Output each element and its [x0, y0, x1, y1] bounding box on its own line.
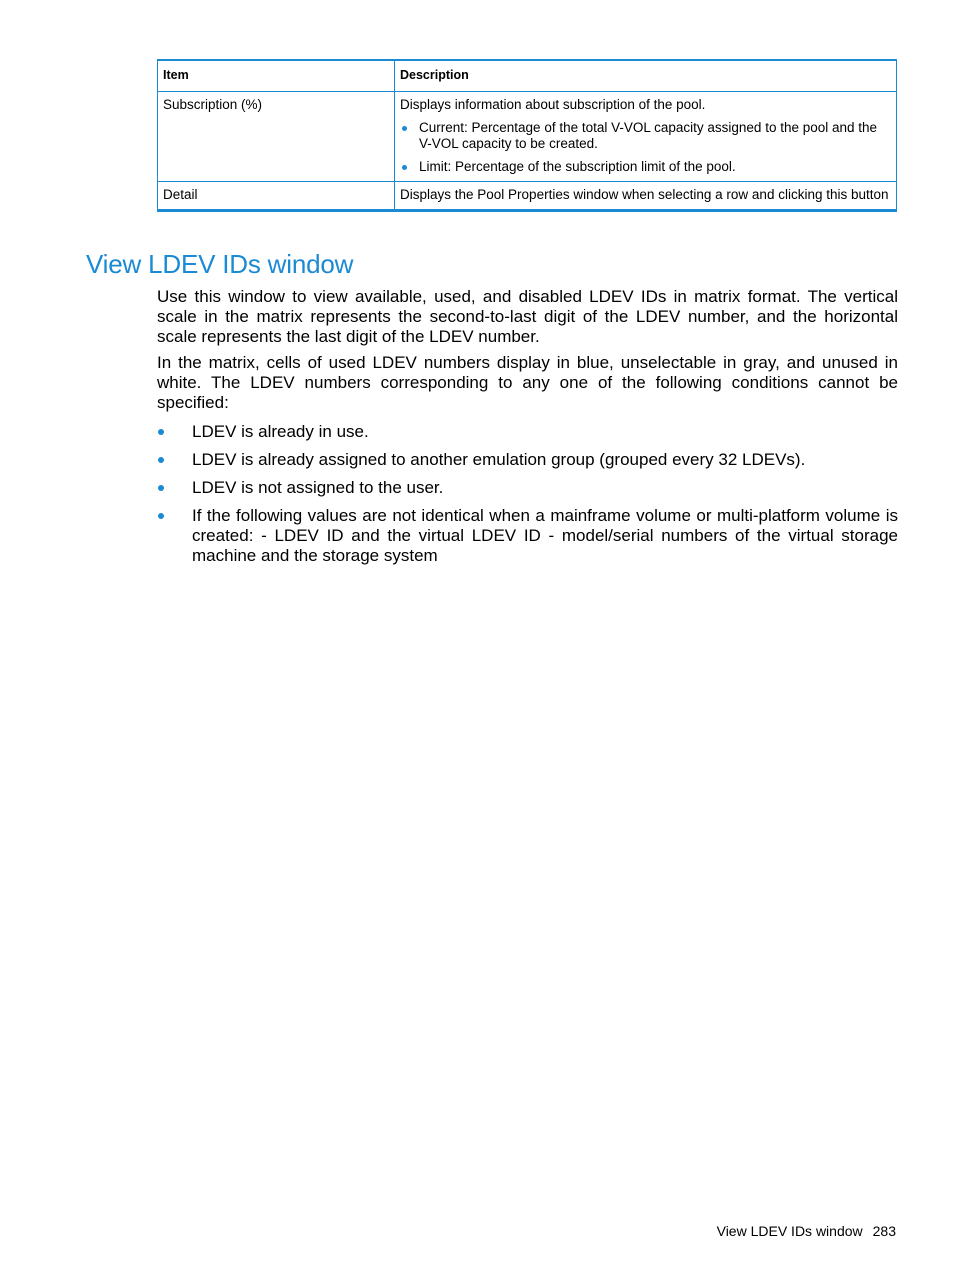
row-item: Detail	[158, 182, 395, 211]
properties-table	[157, 59, 897, 212]
body-paragraph: In the matrix, cells of used LDEV numbers display in blue, unselectable in gray, and unused in white. The LDEV numbers corresponding to any one of the following conditions cannot be specified:	[157, 353, 898, 412]
row-bullet-list	[400, 120, 891, 175]
column-header-item: Item	[158, 60, 395, 92]
list-item: LDEV is already in use.	[157, 422, 898, 442]
row-description: Displays information about subscription of the pool.	[400, 97, 706, 112]
section-title: View LDEV IDs window	[86, 249, 354, 279]
conditions-list	[157, 422, 898, 566]
list-item: LDEV is not assigned to the user.	[157, 478, 898, 498]
table-header-row	[158, 60, 897, 92]
row-description: Displays the Pool Properties window when selecting a row and clicking this button	[400, 187, 889, 202]
list-item: LDEV is already assigned to another emulation group (grouped every 32 LDEVs).	[157, 450, 898, 470]
table-row	[158, 182, 897, 211]
body-paragraph: Use this window to view available, used, and disabled LDEV IDs in matrix format. The vertical scale in the matrix represents the second-to-last digit of the LDEV number, and the horizontal scale represents the last digit of the LDEV number.	[157, 287, 898, 346]
page-number: 283	[872, 1223, 896, 1239]
footer-title: View LDEV IDs window	[716, 1223, 863, 1239]
table-row	[158, 92, 897, 182]
column-header-description: Description	[395, 60, 897, 92]
list-item: If the following values are not identical when a mainframe volume or multi-platform volume is created: - LDEV ID and the virtual LDEV ID - model/serial numbers of the virtual storage machine and the storage system	[157, 506, 898, 566]
row-description-cell	[395, 182, 897, 211]
section-body	[157, 287, 898, 574]
page-footer	[717, 1223, 896, 1239]
row-bullet: Limit: Percentage of the subscription limit of the pool.	[400, 159, 891, 175]
row-item: Subscription (%)	[158, 92, 395, 182]
row-description-cell	[395, 92, 897, 182]
row-bullet: Current: Percentage of the total V-VOL capacity assigned to the pool and the V-VOL capacity to be created.	[400, 120, 891, 152]
